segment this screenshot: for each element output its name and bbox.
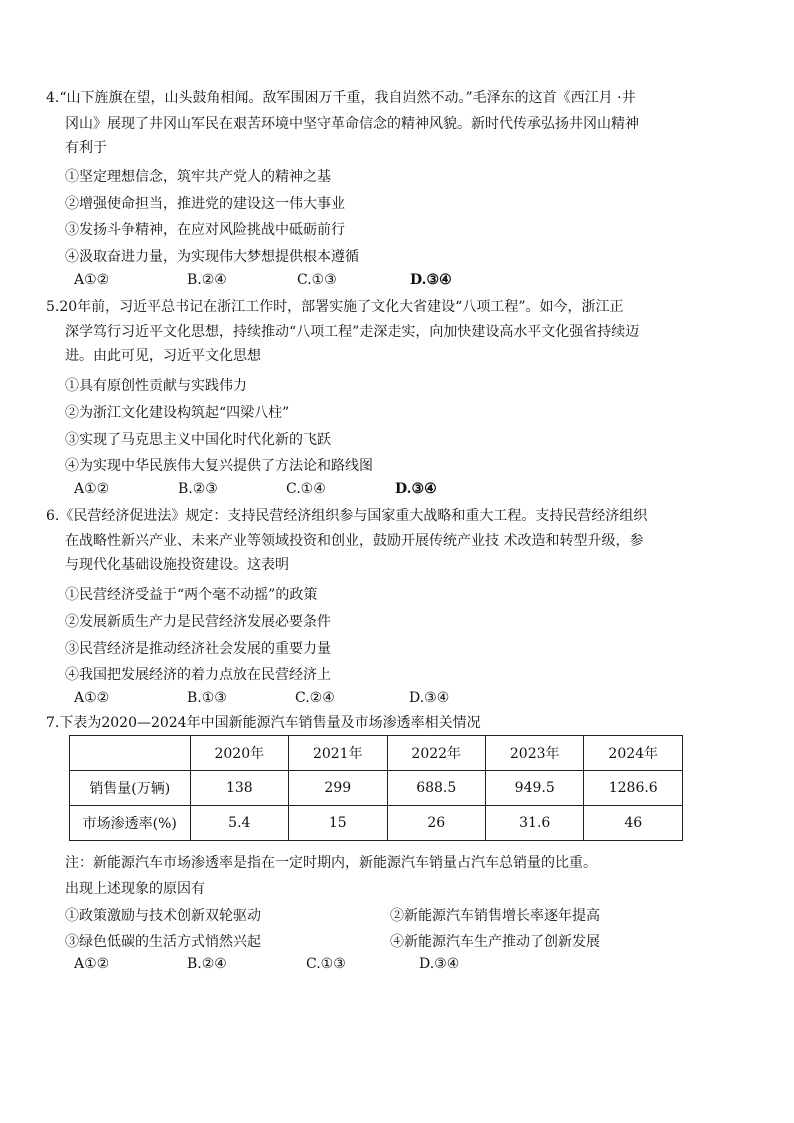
- question-5-stem-line-2: 深学笃行习近平文化思想，持续推动“八项工程”走深走实，向加快建设高水平文化强省持续迈: [65, 324, 640, 340]
- table-header-cell: 2020年: [190, 736, 288, 771]
- question-7-stem: 出现上述现象的原因有: [65, 881, 205, 897]
- table-cell: 5.4: [190, 806, 288, 841]
- question-5-option-d[interactable]: D.③④: [395, 481, 437, 497]
- table-cell: 46: [584, 806, 683, 841]
- question-7-note: 注：新能源汽车市场渗透率是指在一定时期内，新能源汽车销量占汽车总销量的比重。: [65, 855, 597, 871]
- table-row-header: 市场渗透率(%): [70, 806, 191, 841]
- table-header-row: [70, 736, 683, 771]
- question-4-option-b[interactable]: B.②④: [187, 272, 227, 288]
- question-5-stem-line-3: 进。由此可见，习近平文化思想: [65, 348, 261, 364]
- question-7-statement-2: ②新能源汽车销售增长率逐年提高: [390, 908, 600, 924]
- table-cell: 138: [190, 771, 288, 806]
- question-6-stem-line-2: 在战略性新兴产业、未来产业等领域投资和创业，鼓励开展传统产业技 术改造和转型升级，参: [65, 533, 644, 549]
- table-row-header: 销售量(万辆): [70, 771, 191, 806]
- table-header-cell: 2023年: [485, 736, 583, 771]
- question-7-option-d[interactable]: D.③④: [419, 956, 460, 972]
- table-cell: 688.5: [387, 771, 485, 806]
- question-5-statement-3: ③实现了马克思主义中国化时代化新的飞跃: [65, 432, 331, 448]
- question-5-options: [74, 480, 674, 498]
- table-header-cell: 2024年: [584, 736, 683, 771]
- question-5-statement-4: ④为实现中华民族伟大复兴提供了方法论和路线图: [65, 458, 373, 474]
- question-6-statement-4: ④我国把发展经济的着力点放在民营经济上: [65, 667, 331, 683]
- question-6-options: [74, 689, 674, 707]
- question-4-option-d[interactable]: D.③④: [410, 272, 452, 288]
- table-cell: 1286.6: [584, 771, 683, 806]
- question-7-options: [74, 955, 674, 973]
- table-cell: 949.5: [485, 771, 583, 806]
- sales-table: [69, 735, 683, 841]
- question-4-statement-1: ①坚定理想信念，筑牢共产党人的精神之基: [65, 169, 331, 185]
- question-6-option-b[interactable]: B.①③: [187, 690, 227, 706]
- question-5-stem-line-1: 5.20年前，习近平总书记在浙江工作时，部署实施了文化大省建设“八项工程”。如今，浙江正: [46, 299, 624, 315]
- question-6-option-d[interactable]: D.③④: [409, 690, 450, 706]
- question-7-option-a[interactable]: A①②: [74, 956, 110, 972]
- question-5-statement-1: ①具有原创性贡献与实践伟力: [65, 378, 247, 394]
- question-4-options: [74, 271, 674, 289]
- table-header-cell: [70, 736, 191, 771]
- question-7-statement-4: ④新能源汽车生产推动了创新发展: [390, 934, 600, 950]
- question-7-option-b[interactable]: B.②④: [187, 956, 227, 972]
- question-5-option-a[interactable]: A①②: [74, 481, 110, 497]
- question-6-statement-1: ①民营经济受益于“两个毫不动摇”的政策: [65, 587, 318, 603]
- question-6-stem-line-1: 6.《民营经济促进法》规定：支持民营经济组织参与国家重大战略和重大工程。支持民营经济组织: [46, 508, 648, 524]
- question-4-statement-2: ②增强使命担当，推进党的建设这一伟大事业: [65, 196, 345, 212]
- question-6-statement-3: ③民营经济是推动经济社会发展的重要力量: [65, 641, 331, 657]
- table-cell: 26: [387, 806, 485, 841]
- question-6-option-c[interactable]: C.②④: [295, 690, 335, 706]
- table-row: [70, 806, 683, 841]
- question-5-option-c[interactable]: C.①④: [286, 481, 326, 497]
- question-6-stem-line-3: 与现代化基础设施投资建设。这表明: [65, 557, 289, 573]
- question-6-option-a[interactable]: A①②: [74, 690, 110, 706]
- table-cell: 299: [289, 771, 387, 806]
- table-cell: 15: [289, 806, 387, 841]
- question-7-statement-3: ③绿色低碳的生活方式悄然兴起: [65, 934, 261, 950]
- table-cell: 31.6: [485, 806, 583, 841]
- question-4-statement-4: ④汲取奋进力量，为实现伟大梦想提供根本遵循: [65, 249, 359, 265]
- table-header-cell: 2021年: [289, 736, 387, 771]
- question-4-option-a[interactable]: A①②: [74, 272, 110, 288]
- question-5-option-b[interactable]: B.②③: [178, 481, 218, 497]
- table-header-cell: 2022年: [387, 736, 485, 771]
- question-4-option-c[interactable]: C.①③: [297, 272, 337, 288]
- question-4-statement-3: ③发扬斗争精神，在应对风险挑战中砥砺前行: [65, 222, 345, 238]
- question-4-stem-line-3: 有利于: [65, 140, 107, 156]
- question-4-stem-line-2: 冈山》展现了井冈山军民在艰苦环境中坚守革命信念的精神风貌。新时代传承弘扬井冈山精神: [65, 116, 639, 132]
- question-7-option-c[interactable]: C.①③: [306, 956, 346, 972]
- question-7-title: 7.下表为2020—2024年中国新能源汽车销售量及市场渗透率相关情况: [46, 715, 481, 731]
- question-4-stem-line-1: 4.“山下旌旗在望，山头鼓角相闻。敌军围困万千重，我自岿然不动。”毛泽东的这首《西江月 ·井: [46, 90, 636, 106]
- table-row: [70, 771, 683, 806]
- question-7-statement-1: ①政策激励与技术创新双轮驱动: [65, 908, 261, 924]
- question-6-statement-2: ②发展新质生产力是民营经济发展必要条件: [65, 614, 331, 630]
- question-5-statement-2: ②为浙江文化建设构筑起“四梁八柱”: [65, 405, 290, 421]
